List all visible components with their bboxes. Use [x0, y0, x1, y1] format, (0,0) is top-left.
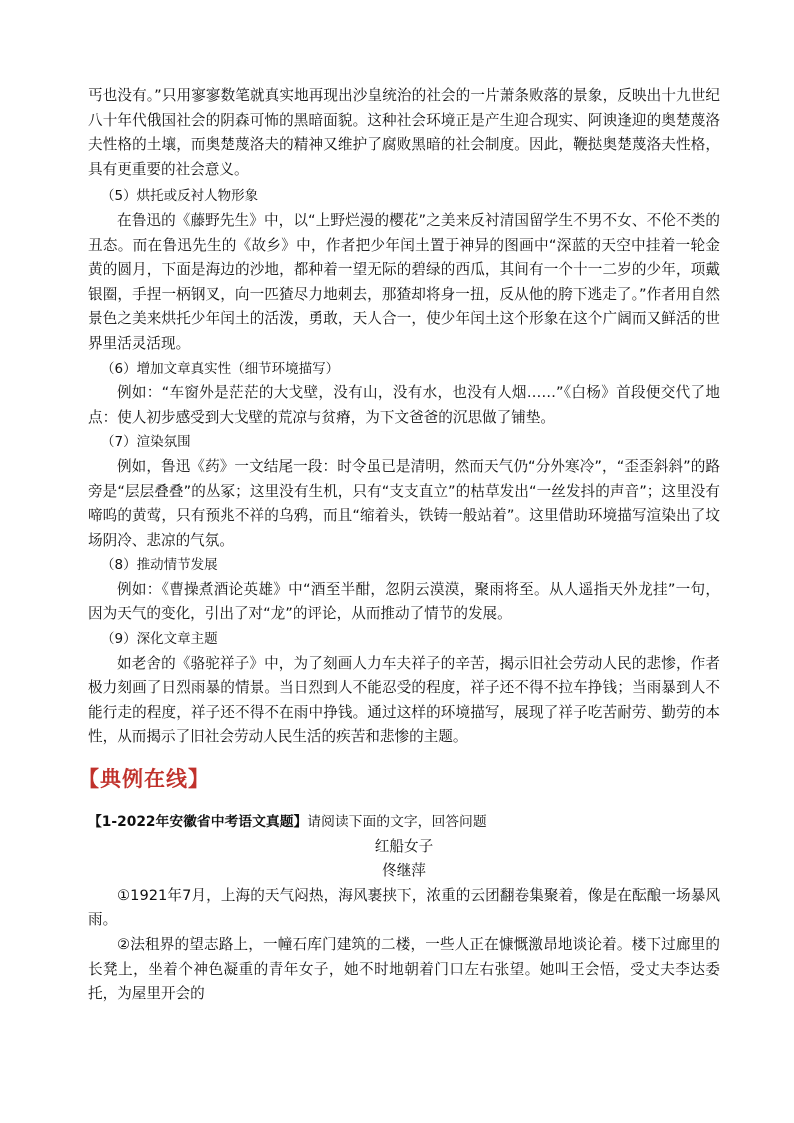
paragraph-5: 在鲁迅的《藤野先生》中，以“上野烂漫的樱花”之美来反衬清国留学生不男不女、不伦不类的丑态。而在鲁迅先生的《故乡》中，作者把少年闰土置于神异的图画中“深蓝的天空中挂着一轮金黄的圆月，下面是海边的沙地，都种着一望无际的碧绿的西瓜，其间有一个十一二岁的少年，项戴银圈，手捏一柄钢叉，向一匹猹尽力地刺去，那猹却将身一扭，反从他的胯下逃走了。”作者用自然景色之美来烘托少年闰土的活泼，勇敢，天人合一，使少年闰土这个形象在这个广阔而又鲜活的世界里活灵活现。 [88, 211, 720, 352]
subheading-7: （7）渲染氛围 [101, 434, 191, 451]
question-line [88, 810, 720, 835]
section-title: 【典例在线】 [78, 767, 210, 792]
subheading-5: （5）烘托或反衬人物形象 [101, 188, 259, 205]
story-author: 佟继萍 [382, 862, 426, 880]
subheading-6: （6）增加文章真实性（细节环境描写） [101, 360, 340, 377]
document-page [78, 84, 720, 1007]
subheading-8: （8）推动情节发展 [101, 557, 218, 574]
paragraph-intro: 丐也没有。”只用寥寥数笔就真实地再现出沙皇统治的社会的一片萧条败落的景象，反映出十九世纪八十年代俄国社会的阴森可怖的黑暗面貌。这种社会环境正是产生迎合现实、阿谀逢迎的奥楚蔑洛夫性格的土壤，而奥楚蔑洛夫的精神又维护了腐败黑暗的社会制度。因此，鞭挞奥楚蔑洛夫性格，具有更重要的社会意义。 [88, 87, 720, 178]
paragraph-7: 例如，鲁迅《药》一文结尾一段：时令虽已是清明，然而天气仍“分外寒冷”，“歪歪斜斜”的路旁是“层层叠叠”的丛冢；这里没有生机，只有“支支直立”的枯草发出“一丝发抖的声音”；这里没有啼呜的黄莺，只有预兆不祥的乌鸦，而且“缩着头，铁铸一般站着”。这里借助环境描写渲染出了坟场阴冷、悲凉的气氛。 [88, 457, 720, 549]
question-source: 【1-2022年安徽省中考语文真题】 [88, 814, 308, 831]
story-paragraph-1: ①1921年7月，上海的天气闷热，海风裹挟下，浓重的云团翻卷集聚着，像是在酝酿一场暴风雨。 [88, 886, 720, 929]
subheading-9: （9）深化文章主题 [101, 631, 218, 648]
question-prompt: 请阅读下面的文字，回答问题 [307, 814, 487, 831]
paragraph-8: 例如：《曹操煮酒论英雄》中“酒至半酣，忽阴云漠漠，聚雨将至。从人遥指天外龙挂”一句，因为天气的变化，引出了对“龙”的评论，从而推动了情节的发展。 [88, 580, 720, 623]
paragraph-9: 如老舍的《骆驼祥子》中，为了刻画人力车夫祥子的辛苦，揭示旧社会劳动人民的悲惨，作者极力刻画了日烈雨暴的情景。当日烈到人不能忍受的程度，祥子还不得不拉车挣钱；当雨暴到人不能行走的程度，祥子还不得不在雨中挣钱。通过这样的环境描写，展现了祥子吃苦耐劳、勤劳的本性，从而揭示了旧社会劳动人民生活的疾苦和悲惨的主题。 [88, 654, 720, 746]
paragraph-6: 例如：“车窗外是茫茫的大戈壁，没有山，没有水，也没有人烟……”《白杨》首段便交代了地点：使人初步感受到大戈壁的荒凉与贫瘠，为下文爸爸的沉思做了铺垫。 [88, 384, 720, 426]
story-title: 红船女子 [374, 837, 434, 855]
story-paragraph-2: ②法租界的望志路上，一幢石库门建筑的二楼，一些人正在慷慨激昂地谈论着。楼下过廊里的长凳上，坐着个神色凝重的青年女子，她不时地朝着门口左右张望。她叫王会悟，受丈夫李达委托，为屋里开会的 [88, 936, 720, 1003]
